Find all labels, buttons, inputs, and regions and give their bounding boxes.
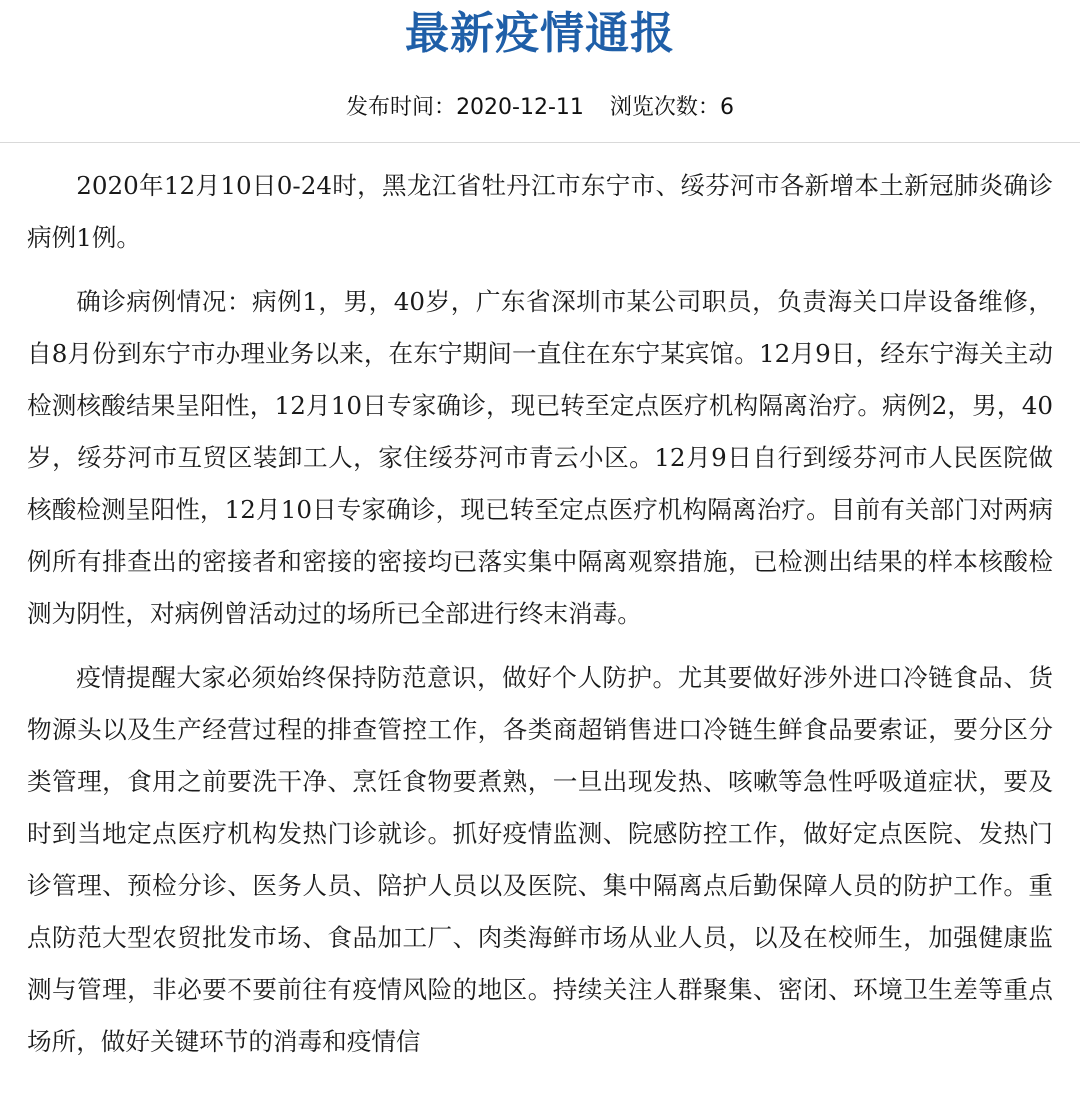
publish-date: 2020-12-11 (456, 95, 584, 120)
page-title: 最新疫情通报 (405, 8, 675, 59)
article-header (0, 0, 1080, 143)
views-label: 浏览次数： (609, 95, 720, 120)
views-count: 6 (719, 95, 734, 120)
publish-label: 发布时间： (346, 95, 457, 120)
article-meta (0, 88, 1080, 128)
paragraph-summary: 2020年12月10日0-24时，黑龙江省牡丹江市东宁市、绥芬河市各新增本土新冠肺炎确诊病例1例。 (27, 171, 1053, 252)
article-body (27, 160, 1053, 1080)
paragraph-reminder: 疫情提醒大家必须始终保持防范意识，做好个人防护。尤其要做好涉外进口冷链食品、货物源头以及生产经营过程的排查管控工作，各类商超销售进口冷链生鲜食品要索证，要分区分类管理，食用之前要洗干净、烹饪食物要煮熟，一旦出现发热、咳嗽等急性呼吸道症状，要及时到当地定点医疗机构发热门诊就诊。抓好疫情监测、院感防控工作，做好定点医院、发热门诊管理、预检分诊、医务人员、陪护人员以及医院、集中隔离点后勤保障人员的防护工作。重点防范大型农贸批发市场、食品加工厂、肉类海鲜市场从业人员，以及在校师生，加强健康监测与管理，非必要不要前往有疫情风险的地区。持续关注人群聚集、密闭、环境卫生差等重点场所，做好关键环节的消毒和疫情信 (27, 663, 1053, 1056)
paragraph-case-details: 确诊病例情况：病例1，男，40岁，广东省深圳市某公司职员，负责海关口岸设备维修，自8月份到东宁市办理业务以来，在东宁期间一直住在东宁某宾馆。12月9日，经东宁海关主动检测核酸结果呈阳性，12月10日专家确诊，现已转至定点医疗机构隔离治疗。病例2，男，40岁，绥芬河市互贸区装卸工人，家住绥芬河市青云小区。12月9日自行到绥芬河市人民医院做核酸检测呈阳性，12月10日专家确诊，现已转至定点医疗机构隔离治疗。目前有关部门对两病例所有排查出的密接者和密接的密接均已落实集中隔离观察措施，已检测出结果的样本核酸检测为阴性，对病例曾活动过的场所已全部进行终末消毒。 (27, 287, 1053, 628)
